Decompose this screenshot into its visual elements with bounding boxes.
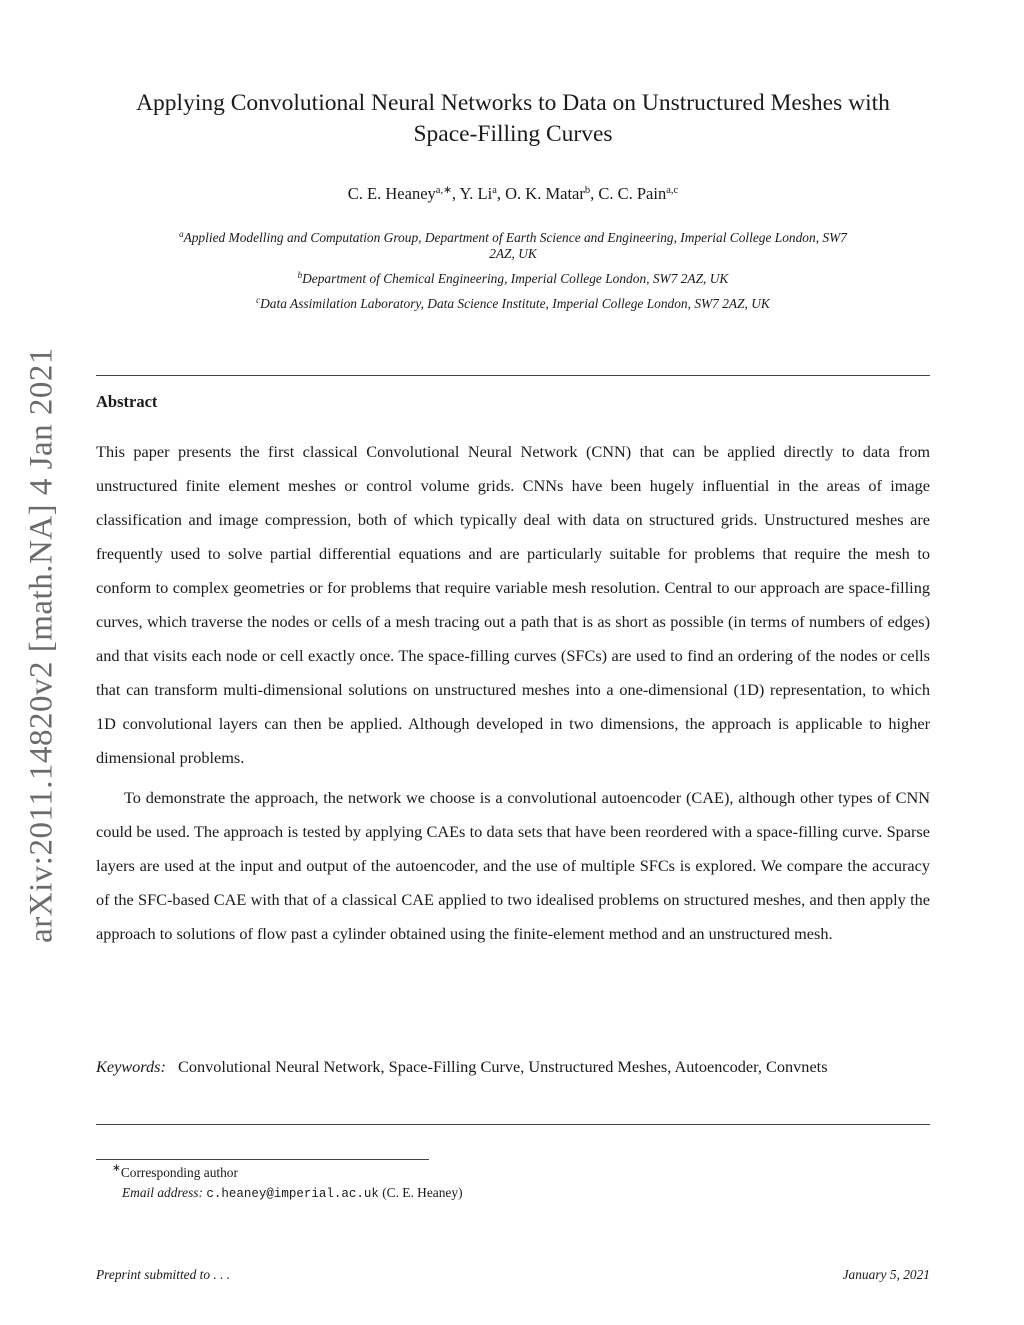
affiliation-a [90, 230, 936, 262]
keywords-text: Convolutional Neural Network, Space-Filling Curve, Unstructured Meshes, Autoencoder, Convnets [177, 1057, 828, 1076]
email-label: Email address: [122, 1185, 203, 1200]
author-affiliation-marks: b [584, 185, 591, 196]
footnote-corresponding [96, 1163, 463, 1183]
author-name: Y. Li [459, 184, 493, 203]
author-affiliation-marks: a [492, 185, 497, 196]
arxiv-identifier-stamp: arXiv:2011.14820v2 [math.NA] 4 Jan 2021 [23, 347, 60, 943]
affiliation-list [90, 230, 936, 321]
submission-date: January 5, 2021 [842, 1267, 930, 1282]
abstract-top-rule [96, 375, 930, 376]
abstract-paragraph-1: This paper presents the first classical Convolutional Neural Network (CNN) that can be applied directly to data from unstructured finite element meshes or control volume grids. CNNs have been hugely influential in the areas of image classification and image compression, both of which typically deal with data on structured grids. Unstructured meshes are frequently used to solve partial differential equations and are particularly suitable for problems that require the mesh to conform to complex geometries or for problems that require variable mesh resolution. Central to our approach are space-filling curves, which traverse the nodes or cells of a mesh tracing out a path that is as short as possible (in terms of numbers of edges) and that visits each node or cell exactly once. The space-filling curves (SFCs) are used to find an ordering of the nodes or cells that can transform multi-dimensional solutions on unstructured meshes into a one-dimensional (1D) representation, to which 1D convolutional layers can then be applied. Although developed in two dimensions, the approach is applicable to higher dimensional problems. [96, 442, 930, 767]
corresponding-author-label: Corresponding author [120, 1165, 238, 1180]
email-link[interactable]: c.heaney@imperial.ac.uk [206, 1187, 379, 1201]
title-line-2: Space-Filling Curves [413, 121, 613, 147]
author-affiliation-marks: a,∗ [435, 185, 452, 196]
footnote-email-line [96, 1183, 463, 1204]
affiliation-c [90, 296, 936, 312]
affiliation-mark: b [297, 270, 303, 280]
affiliation-mark: c [256, 295, 261, 305]
author-affiliation-marks: a,c [666, 185, 679, 196]
affiliation-b [90, 271, 936, 287]
abstract-bottom-rule [96, 1124, 930, 1125]
author-list: C. E. Heaney$^{a,∗}$, Y. Li$^a$, O. K. Matar$^b$, C. C. Pain$^{a,c}$ [347, 184, 679, 203]
abstract-paragraph-2: To demonstrate the approach, the network we choose is a convolutional autoencoder (CAE), although other types of CNN could be used. The approach is tested by applying CAEs to data sets that have been reordered with a space-filling curve. Sparse layers are used at the input and output of the autoencoder, and the use of multiple SFCs is explored. We compare the accuracy of the SFC-based CAE with that of a classical CAE applied to two idealised problems on structured meshes, and then apply the approach to solutions of flow past a cylinder obtained using the finite-element method and an unstructured mesh. [96, 788, 930, 943]
footnote-rule [96, 1159, 429, 1160]
author-name: C. E. Heaney [347, 184, 436, 203]
affiliation-text: Department of Chemical Engineering, Imperial College London, SW7 2AZ, UK [302, 271, 729, 286]
keywords-label: Keywords: [96, 1057, 166, 1076]
abstract-body [96, 435, 930, 951]
paper-title [96, 88, 930, 150]
author-name: C. C. Pain [598, 184, 667, 203]
affiliation-text: Applied Modelling and Computation Group, Department of Earth Science and Engineering, Imperial College London, SW7 [183, 230, 847, 245]
affiliation-text: Data Assimilation Laboratory, Data Science Institute, Imperial College London, SW7 2AZ, UK [260, 296, 770, 311]
abstract-heading: Abstract [96, 392, 158, 411]
keywords [96, 1050, 930, 1084]
footnote-mark: ∗ [112, 1163, 121, 1174]
preprint-note: Preprint submitted to . . . [96, 1267, 231, 1282]
email-owner: (C. E. Heaney) [382, 1185, 463, 1200]
title-line-1: Applying Convolutional Neural Networks to Data on Unstructured Meshes with [136, 90, 890, 116]
affiliation-text-continued: 2AZ, UK [489, 246, 537, 261]
affiliation-mark: a [179, 229, 184, 239]
footnote [96, 1163, 463, 1204]
author-name: O. K. Matar [505, 184, 585, 203]
